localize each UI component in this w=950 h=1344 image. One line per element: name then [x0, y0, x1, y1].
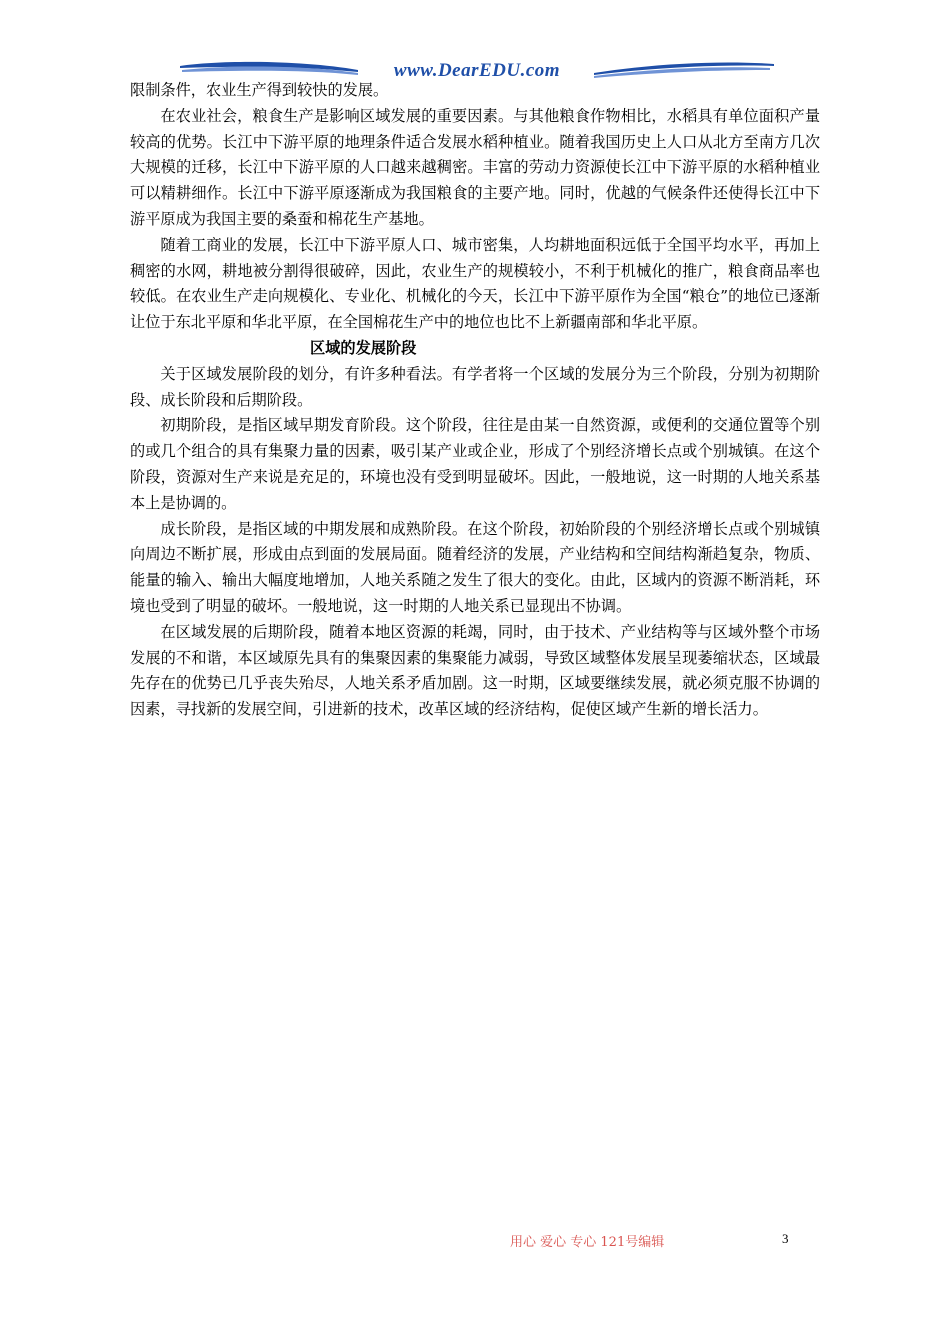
page-number: 3	[782, 1231, 789, 1246]
footer-editor-note: 用心 爱心 专心 121号编辑	[510, 1235, 665, 1250]
paragraph-late-stage: 在区域发展的后期阶段，随着本地区资源的耗竭，同时，由于技术、产业结构等与区域外整个市场发展的不和谐，本区域原先具有的集聚因素的集聚能力减弱，导致区域整体发展呈现萎缩状态，区域最先存在的优势已几乎丧失殆尽，人地关系矛盾加剧。这一时期，区域要继续发展，就必须克服不协调的因素，寻找新的发展空间，引进新的技术，改革区域的经济结构，促使区域产生新的增长活力。	[130, 622, 820, 719]
document-body	[130, 78, 820, 723]
site-logo-text: www.DearEDU.com	[393, 60, 561, 81]
paragraph-stage-overview: 关于区域发展阶段的划分，有许多种看法。有学者将一个区域的发展分为三个阶段，分别为初期阶段、成长阶段和后期阶段。	[130, 364, 820, 409]
paragraph-growth-stage: 成长阶段，是指区域的中期发展和成熟阶段。在这个阶段，初始阶段的个别经济增长点或个别城镇向周边不断扩展，形成由点到面的发展局面。随着经济的发展，产业结构和空间结构渐趋复杂，物质、能量的输入、输出大幅度地增加，人地关系随之发生了很大的变化。由此，区域内的资源不断消耗，环境也受到了明显的破坏。一般地说，这一时期的人地关系已显现出不协调。	[130, 519, 820, 615]
section-heading: 区域的发展阶段	[310, 338, 417, 357]
paragraph-continuation: 限制条件，农业生产得到较快的发展。	[130, 81, 389, 99]
paragraph-initial-stage: 初期阶段，是指区域早期发育阶段。这个阶段，往往是由某一自然资源，或便利的交通位置等个别的或几个组合的具有集聚力量的因素，吸引某产业或企业，形成了个别经济增长点或个别城镇。在这个阶段，资源对生产来说是充足的，环境也没有受到明显破坏。因此，一般地说，这一时期的人地关系基本上是协调的。	[130, 416, 820, 512]
paragraph-industrial-development: 随着工商业的发展，长江中下游平原人口、城市密集，人均耕地面积远低于全国平均水平，再加上稠密的水网，耕地被分割得很破碎，因此，农业生产的规模较小，不利于机械化的推广，粮食商品率也较低。在农业生产走向规模化、专业化、机械化的今天，长江中下游平原作为全国“粮仓”的地位已逐渐让位于东北平原和华北平原，在全国棉花生产中的地位也比不上新疆南部和华北平原。	[130, 235, 820, 332]
paragraph-rice-agriculture: 在农业社会，粮食生产是影响区域发展的重要因素。与其他粮食作物相比，水稻具有单位面积产量较高的优势。长江中下游平原的地理条件适合发展水稻种植业。随着我国历史上人口从北方至南方几次大规模的迁移，长江中下游平原的人口越来越稠密。丰富的劳动力资源使长江中下游平原的水稻种植业可以精耕细作。长江中下游平原逐渐成为我国粮食的主要产地。同时，优越的气候条件还使得长江中下游平原成为我国主要的桑蚕和棉花生产基地。	[130, 106, 820, 228]
